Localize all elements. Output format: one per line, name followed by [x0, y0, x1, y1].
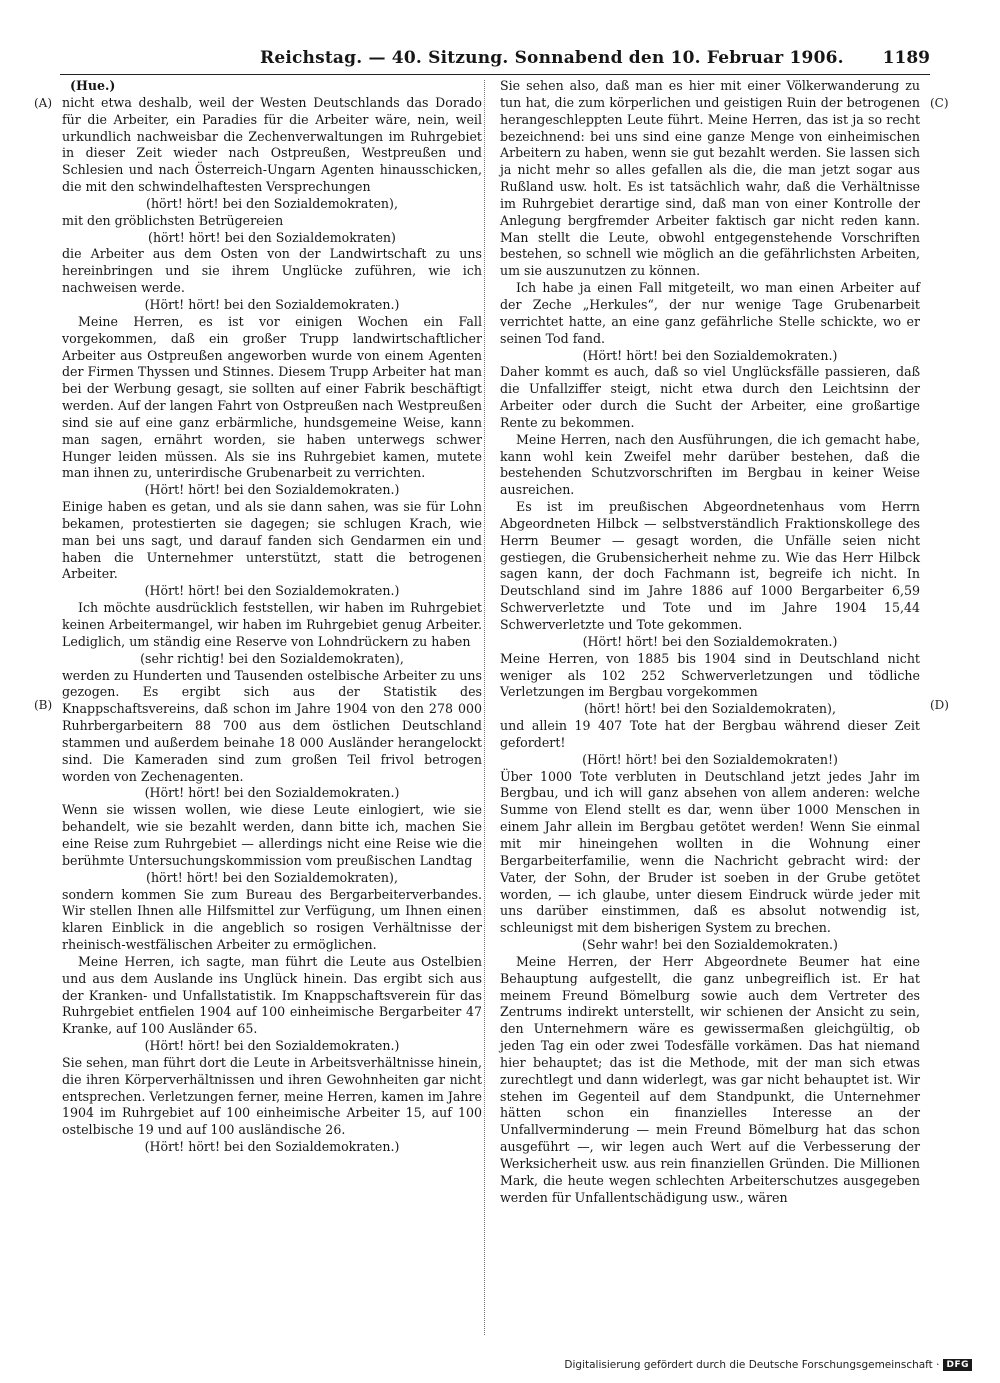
margin-marker-c: (C)	[930, 96, 949, 110]
paragraph: mit den gröblichsten Betrügereien	[62, 212, 284, 228]
interjection: (Hört! hört! bei den Sozialdemokraten.)	[144, 785, 400, 801]
interjection: (hört! hört! bei den Sozialdemokraten),	[584, 701, 836, 717]
interjection: (Hört! hört! bei den Sozialdemokraten.)	[144, 583, 400, 599]
interjection: (Hört! hört! bei den Sozialdemokraten.)	[144, 1038, 400, 1054]
footer-credit: Digitalisierung gefördert durch die Deutsche Forschungsgemeinschaft ·	[564, 1359, 940, 1371]
paragraph: und allein 19 407 Tote hat der Bergbau während dieser Zeit gefordert!	[500, 718, 920, 750]
paragraph: Sie sehen also, daß man es hier mit einer Völkerwanderung zu tun hat, die zum körperlichen und geistigen Ruin der betrogenen herangeschleppten Leute führt. Meine Herren, das ist ja so recht bezeichnend: bei uns sind eine ganze Menge von einheimischen Arbeitern zu haben, wenn sie gut bezahlt werden. Sie lassen sich ja nicht mehr so alles gefallen als die, die man jetzt sogar aus Rußland usw. holt. Es ist tatsächlich wahr, daß die Verhältnisse im Ruhrgebiet derartige sind, daß man von einer Kontrolle der Anlegung bergfremder Arbeiter faktisch gar nicht reden kann. Man stellt die Leute, obwohl entgegenstehende Vorschriften bestehen, so schnell wie möglich an die gefährlichsten Arbeiten, um sie auszunutzen zu können.	[500, 78, 920, 279]
interjection: (Hört! hört! bei den Sozialdemokraten.)	[144, 1139, 400, 1155]
paragraph: Meine Herren, es ist vor einigen Wochen ein Fall vorgekommen, daß ein großer Trupp landwirtschaftlicher Arbeiter aus Ostpreußen angeworben wurde von einem Agenten der Firmen Thyssen und Stinnes. Diesem Trupp Arbeiter hat man bei der Werbung gesagt, sie sollten auf einer Fabrik beschäftigt werden. Auf der langen Fahrt von Ostpreußen nach Westpreußen sind sie auf eine ganz erbärmliche, hundsgemeine Weise, kann man sagen, ernährt worden, sie haben unterwegs schwer Hunger leiden müssen. Als sie ins Ruhrgebiet kamen, mutete man ihnen zu, unterirdische Grubenarbeit zu verrichten.	[62, 313, 482, 481]
paragraph: Meine Herren, der Herr Abgeordnete Beumer hat eine Behauptung aufgestellt, die ganz unbegreiflich ist. Er hat meinem Freund Bömelburg sowie auch dem Vertreter des Zentrums indirekt unterstellt, wir schienen der Ansicht zu sein, den Unternehmern wäre es gewissermaßen gleichgültig, ob jeden Tag ein oder zwei Todesfälle vorkämen. Das hat niemand hier behauptet; das ist die Methode, mit der man sich etwas zurechtlegt und dann widerlegt, was gar nicht behauptet ist. Wir stehen im Gegenteil auf dem Standpunkt, die Unternehmer hätten schon ein finanzielles Interesse an der Unfallverminderung — mein Freund Bömelburg hat das schon ausgeführt —, wir legen auch Wert auf die Verbesserung der Werksicherheit usw. aus rein finanziellen Gründen. Die Millionen Mark, die heute wegen schlechten Arbeiterschutzes ausgegeben werden für Unfallentschädigung usw., wären	[500, 953, 920, 1205]
paragraph: nicht etwa deshalb, weil der Westen Deutschlands das Dorado für die Arbeiter, ein Paradies für die Arbeiter wäre, nein, weil urkundlich nachweisbar die Zechenverwaltungen im Ruhrgebiet in dieser Zeit wieder nach Ostpreußen, Westpreußen und Schlesien und nach Österreich-Ungarn Agenten hinausschicken, die mit den schwindelhaftesten Versprechungen	[62, 94, 482, 195]
paragraph: Ich habe ja einen Fall mitgeteilt, wo man einen Arbeiter auf der Zeche „Herkules“, der nur wenige Tage Grubenarbeit verrichtet hatte, an eine ganz gefährliche Stelle schickte, wo er seinen Tod fand.	[500, 280, 920, 346]
margin-marker-b: (B)	[34, 698, 53, 712]
paragraph: werden zu Hunderten und Tausenden ostelbische Arbeiter zu uns gezogen. Es ergibt sich aus der Statistik des Knappschaftsvereins, daß schon im Jahre 1904 von den 278 000 Ruhrbergarbeitern 88 700 aus dem östlichen Deutschland stammen und außerdem beinahe 18 000 Ausländer herangelockt sind. Die Kameraden sind zum großen Teil frivol betrogen worden von Zechenagenten.	[62, 667, 482, 784]
paragraph: Über 1000 Tote verbluten in Deutschland jetzt jedes Jahr im Bergbau, und ich will ganz absehen von allem anderen: welche Summe von Elend stellt es dar, wenn über 1000 Menschen in einem Jahr allein im Bergbau getötet werden! Wenn Sie einmal mit mir hineingehen wollten in die Wohnung einer Bergarbeiterfamilie, wenn die Nachricht gebracht wird: der Vater, der Sohn, der Bruder ist soeben in der Grube getötet worden, — ich glaube, unter diesem Eindruck würde jeder mit uns darüber einstimmen, daß es absolut notwendig ist, schleunigst mit dem bisherigen System zu brechen.	[500, 768, 920, 936]
paragraph: Ich möchte ausdrücklich feststellen, wir haben im Ruhrgebiet keinen Arbeitermangel, wir haben im Ruhrgebiet genug Arbeiter. Lediglich, um ständig eine Reserve von Lohndrückern zu haben	[62, 600, 482, 649]
paragraph: sondern kommen Sie zum Bureau des Bergarbeiterverbandes. Wir stellen Ihnen alle Hilfsmittel zur Verfügung, um Ihnen einen klaren Einblick in die angeblich so rosigen Verhältnisse der rheinisch-westfälischen Arbeiter zu ermöglichen.	[62, 886, 482, 953]
paragraph: die Arbeiter aus dem Osten von der Landwirtschaft zu uns hereinbringen und sie ihrem Unglücke zuführen, wie ich nachweisen werde.	[62, 246, 482, 296]
interjection: (Sehr wahr! bei den Sozialdemokraten.)	[582, 937, 838, 953]
interjection: (sehr richtig! bei den Sozialdemokraten),	[140, 650, 404, 666]
paragraph: Einige haben es getan, und als sie dann sahen, was sie für Lohn bekamen, protestierten sie dagegen; sie schlugen Krach, wie man bei uns sagt, und darauf fanden sich Gendarmen ein und haben die Unternehmer unterstützt, statt die betrogenen Arbeiter.	[62, 499, 482, 582]
right-column	[500, 78, 920, 1207]
interjection: (Hört! hört! bei den Sozialdemokraten.)	[582, 633, 838, 649]
interjection: (hört! hört! bei den Sozialdemokraten)	[148, 229, 396, 245]
margin-marker-d: (D)	[930, 698, 949, 712]
interjection: (Hört! hört! bei den Sozialdemokraten.)	[144, 296, 400, 312]
interjection: (hört! hört! bei den Sozialdemokraten),	[146, 195, 398, 211]
paragraph: Sie sehen, man führt dort die Leute in Arbeitsverhältnisse hinein, die ihren Körperverhältnissen und ihren Gewohnheiten gar nicht entsprechen. Verletzungen ferner, meine Herren, kamen im Jahre 1904 im Ruhrgebiet auf 100 einheimische Arbeiter 15, auf 100 ostelbische 19 und auf 100 ausländische 26.	[62, 1054, 482, 1138]
page-number: 1189	[882, 48, 930, 68]
paragraph: Wenn sie wissen wollen, wie diese Leute einlogiert, wie sie behandelt, wie sie bezahlt werden, dann bitte ich, machen Sie eine Reise zum Ruhrgebiet — allerdings nicht eine Reise wie die berühmte Untersuchungskommission vom preußischen Landtag	[62, 802, 482, 868]
paragraph: Daher kommt es auch, daß so viel Unglücksfälle passieren, daß die Unfallziffer steigt, nicht etwa durch den Leichtsinn der Arbeiter oder durch die Sucht der Arbeiter, eine großartige Rente zu bekommen.	[500, 364, 920, 430]
margin-marker-a: (A)	[34, 96, 53, 110]
paragraph: Meine Herren, nach den Ausführungen, die ich gemacht habe, kann wohl kein Zweifel mehr darüber bestehen, daß die bestehenden Schutzvorschriften im Bergbau in keiner Weise ausreichen.	[500, 431, 920, 498]
interjection: (Hört! hört! bei den Sozialdemokraten.)	[144, 482, 400, 498]
paragraph: Meine Herren, von 1885 bis 1904 sind in Deutschland nicht weniger als 102 252 Schwerverletzungen und tödliche Verletzungen im Bergbau vorgekommen	[500, 650, 920, 700]
digitization-footer	[564, 1359, 972, 1371]
interjection: (hört! hört! bei den Sozialdemokraten),	[146, 869, 398, 885]
interjection: (Hört! hört! bei den Sozialdemokraten!)	[582, 751, 838, 767]
interjection: (Hört! hört! bei den Sozialdemokraten.)	[582, 347, 838, 363]
paragraph: Es ist im preußischen Abgeordnetenhaus vom Herrn Abgeordneten Hilbck — selbstverständlich Fraktionskollege des Herrn Beumer — gesagt worden, die Unfälle seien nicht gestiegen, die Grubensicherheit nehme zu. Wie das Herr Hilbck sagen kann, der doch Fachmann ist, begreife ich nicht. In Deutschland sind im Jahre 1886 auf 1000 Bergarbeiter 6,59 Schwerverletzte und Tote und im Jahre 1904 15,44 Schwerverletzte und Tote gekommen.	[500, 499, 920, 632]
dfg-logo: DFG	[943, 1359, 972, 1371]
paragraph: Meine Herren, ich sagte, man führt die Leute aus Ostelbien und aus dem Auslande ins Unglück hinein. Das ergibt sich aus der Kranken- und Unfallstatistik. Im Knappschaftsverein für das Ruhrgebiet entfielen 1904 auf 100 einheimische Bergarbeiter 47 Kranke, auf 100 Ausländer 65.	[62, 953, 482, 1037]
column-divider	[484, 80, 485, 1335]
speaker-label: (Hue.)	[70, 78, 116, 93]
running-title: Reichstag. — 40. Sitzung. Sonnabend den 10. Februar 1906.	[260, 48, 844, 68]
page-header	[60, 48, 930, 75]
left-column	[62, 78, 482, 1156]
